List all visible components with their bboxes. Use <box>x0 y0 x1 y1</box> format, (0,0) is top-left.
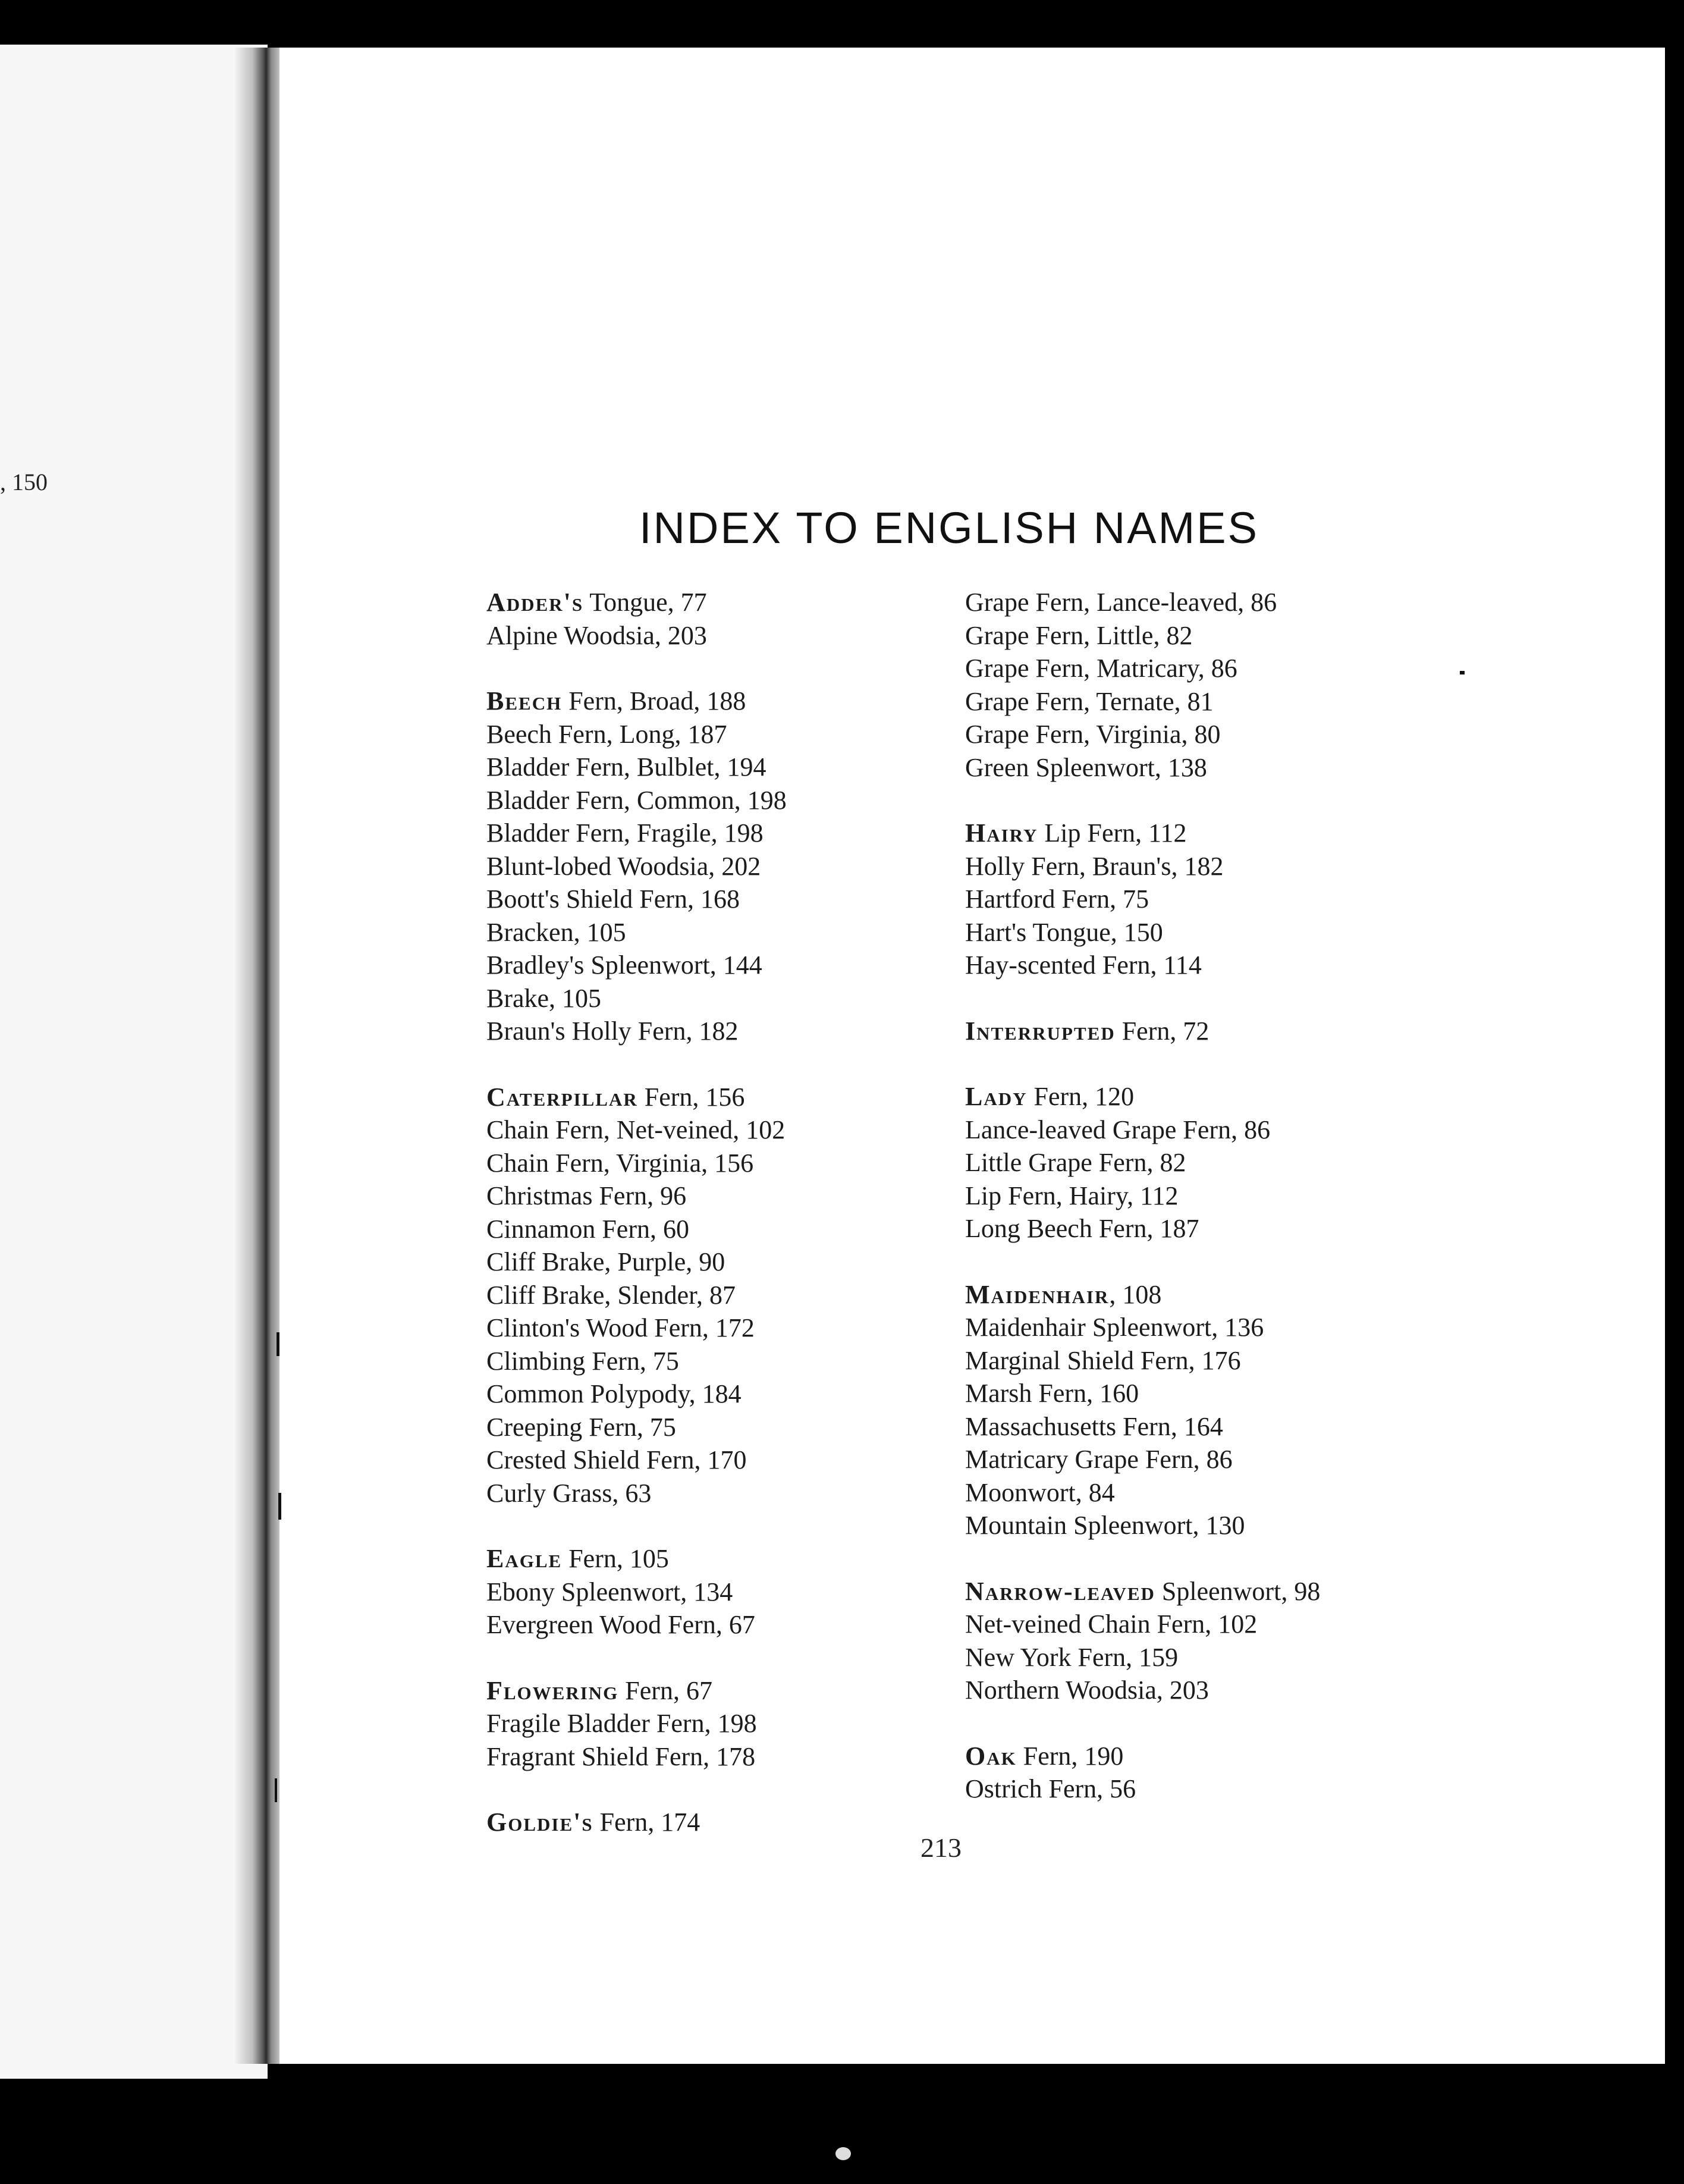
index-entry <box>965 916 1320 949</box>
index-entry-text: Braun's Holly Fern, 182 <box>486 1016 739 1046</box>
index-group <box>486 1081 787 1510</box>
index-entry <box>965 1080 1320 1113</box>
index-entry <box>965 1608 1320 1641</box>
index-entry <box>965 1443 1320 1476</box>
index-entry <box>486 1576 787 1609</box>
index-entry-lead: Caterpillar <box>486 1082 638 1112</box>
index-entry-lead: Adder's <box>486 588 584 617</box>
index-entry-text: Common Polypody, 184 <box>486 1379 742 1408</box>
index-entry-text: Fragrant Shield Fern, 178 <box>486 1741 756 1771</box>
index-entry <box>486 850 787 883</box>
index-entry <box>486 1806 787 1839</box>
index-entry-text: Bracken, 105 <box>486 917 626 947</box>
index-entry <box>486 718 787 751</box>
index-entry-text: Fern, 67 <box>618 1675 712 1705</box>
index-entry <box>965 850 1320 883</box>
index-entry-text: Bladder Fern, Fragile, 198 <box>486 818 764 848</box>
index-entry-text: Long Beech Fern, 187 <box>965 1214 1199 1243</box>
index-entry <box>486 1444 787 1477</box>
index-entry <box>486 586 787 619</box>
index-entry-text: Cliff Brake, Slender, 87 <box>486 1280 736 1310</box>
scan-speck <box>1460 671 1465 674</box>
index-entry-lead: Oak <box>965 1741 1017 1771</box>
index-entry <box>965 1311 1320 1344</box>
index-entry <box>486 1213 787 1246</box>
index-entry <box>965 1212 1320 1245</box>
index-entry-text: Fern, 105 <box>562 1544 669 1573</box>
index-entry-lead: Goldie's <box>486 1808 593 1837</box>
index-entry-text: Bladder Fern, Bulblet, 194 <box>486 752 766 782</box>
index-entry-text: Evergreen Wood Fern, 67 <box>486 1610 755 1639</box>
index-entry <box>965 1146 1320 1179</box>
index-entry-lead: Flowering <box>486 1675 619 1705</box>
index-entry <box>486 1345 787 1378</box>
index-entry <box>965 1740 1320 1773</box>
index-entry-text: Hart's Tongue, 150 <box>965 917 1163 947</box>
index-entry-text: Grape Fern, Ternate, 81 <box>965 686 1214 716</box>
index-entry <box>486 1674 787 1708</box>
index-entry <box>486 1081 787 1114</box>
index-entry <box>965 1179 1320 1213</box>
index-entry-text: Fern, 174 <box>593 1808 700 1837</box>
index-entry-text: Creeping Fern, 75 <box>486 1412 676 1442</box>
index-entry <box>965 652 1320 685</box>
index-entry <box>965 1476 1320 1510</box>
index-entry-text: Bladder Fern, Common, 198 <box>486 785 787 815</box>
index-group <box>486 1806 787 1839</box>
index-entry-text: Grape Fern, Little, 82 <box>965 620 1193 650</box>
index-entry <box>965 1772 1320 1806</box>
index-entry-lead: Maidenhair <box>965 1279 1110 1309</box>
page-number: 213 <box>920 1832 962 1863</box>
book-gutter <box>235 48 285 2064</box>
index-entry <box>486 1477 787 1510</box>
index-entry <box>965 1410 1320 1444</box>
index-entry <box>486 982 787 1015</box>
index-entry-text: Lip Fern, 112 <box>1038 818 1187 848</box>
index-entry-text: Tongue, 77 <box>583 588 707 617</box>
index-entry <box>486 916 787 949</box>
index-entry-lead: Lady <box>965 1082 1028 1111</box>
index-entry-text: Fern, 190 <box>1016 1741 1124 1771</box>
scan-speck <box>275 1778 277 1802</box>
index-entry-text: Spleenwort, 98 <box>1155 1576 1321 1606</box>
left-page <box>0 45 268 2079</box>
index-entry-text: Fern, 156 <box>637 1082 745 1112</box>
index-entry-text: Lance-leaved Grape Fern, 86 <box>965 1115 1271 1144</box>
index-entry <box>486 1245 787 1279</box>
index-entry <box>965 817 1320 850</box>
index-entry-text: Ebony Spleenwort, 134 <box>486 1577 733 1606</box>
scan-speck <box>277 1332 279 1356</box>
index-entry-text: Fern, 72 <box>1115 1016 1209 1046</box>
index-entry-text: Marsh Fern, 160 <box>965 1379 1139 1408</box>
index-entry <box>486 1740 787 1774</box>
index-entry <box>486 817 787 850</box>
index-entry <box>965 1377 1320 1410</box>
index-entry-text: Alpine Woodsia, 203 <box>486 620 707 650</box>
index-entry-lead: Beech <box>486 686 563 716</box>
index-entry <box>965 619 1320 652</box>
index-entry <box>486 1179 787 1213</box>
index-entry <box>965 883 1320 916</box>
index-entry-lead: Interrupted <box>965 1016 1116 1046</box>
index-entry <box>486 883 787 916</box>
index-entry-text: Net-veined Chain Fern, 102 <box>965 1609 1258 1639</box>
index-entry-text: Matricary Grape Fern, 86 <box>965 1445 1233 1474</box>
index-entry-text: Grape Fern, Matricary, 86 <box>965 654 1237 683</box>
index-entry-text: Clinton's Wood Fern, 172 <box>486 1313 755 1342</box>
index-entry <box>486 1542 787 1576</box>
index-entry <box>486 1707 787 1740</box>
index-entry-text: Chain Fern, Net-veined, 102 <box>486 1115 786 1144</box>
index-entry <box>486 1411 787 1444</box>
index-group <box>486 685 787 1048</box>
index-group <box>486 1674 787 1774</box>
index-entry-text: Climbing Fern, 75 <box>486 1346 679 1376</box>
index-group <box>965 1575 1320 1707</box>
index-group <box>486 586 787 652</box>
index-entry <box>965 949 1320 982</box>
index-group <box>965 1740 1320 1806</box>
index-entry <box>965 751 1320 785</box>
scan-speck <box>278 1493 281 1520</box>
scan-speck <box>835 2147 851 2160</box>
index-entry-text: Maidenhair Spleenwort, 136 <box>965 1313 1264 1342</box>
index-entry <box>486 751 787 784</box>
index-entry <box>486 619 787 652</box>
index-entry-lead: Eagle <box>486 1544 563 1573</box>
index-entry-text: Boott's Shield Fern, 168 <box>486 884 740 914</box>
index-entry <box>965 586 1320 619</box>
index-entry-text: Little Grape Fern, 82 <box>965 1148 1186 1177</box>
index-entry-text: Marginal Shield Fern, 176 <box>965 1345 1241 1375</box>
index-entry-text: Hay-scented Fern, 114 <box>965 950 1202 980</box>
index-entry <box>486 685 787 718</box>
index-entry <box>965 1509 1320 1542</box>
index-entry <box>486 1147 787 1180</box>
index-entry-lead: Hairy <box>965 818 1038 848</box>
index-group <box>965 817 1320 982</box>
index-entry-lead: Narrow-leaved <box>965 1576 1155 1606</box>
index-entry-text: Lip Fern, Hairy, 112 <box>965 1181 1179 1210</box>
index-entry <box>486 1015 787 1048</box>
index-group <box>965 586 1320 784</box>
index-entry <box>486 1113 787 1147</box>
index-entry <box>965 1015 1320 1048</box>
index-entry <box>486 1377 787 1411</box>
index-entry-text: Hartford Fern, 75 <box>965 884 1149 914</box>
index-entry-text: Grape Fern, Lance-leaved, 86 <box>965 588 1277 617</box>
index-entry-text: Fragile Bladder Fern, 198 <box>486 1709 757 1738</box>
index-entry <box>965 685 1320 718</box>
index-title: INDEX TO ENGLISH NAMES <box>639 503 1259 553</box>
index-entry <box>965 1113 1320 1147</box>
index-group <box>486 1542 787 1642</box>
index-entry <box>965 1575 1320 1608</box>
index-entry <box>965 1344 1320 1377</box>
index-entry-text: Fern, 120 <box>1027 1082 1135 1111</box>
index-entry-text: Mountain Spleenwort, 130 <box>965 1511 1245 1540</box>
index-entry-text: Blunt-lobed Woodsia, 202 <box>486 851 761 881</box>
index-entry <box>486 1311 787 1345</box>
index-column-left <box>486 586 787 1839</box>
index-entry-text: Chain Fern, Virginia, 156 <box>486 1148 754 1178</box>
index-entry-text: Brake, 105 <box>486 983 602 1013</box>
index-group <box>965 1080 1320 1245</box>
index-entry-text: Holly Fern, Braun's, 182 <box>965 851 1224 881</box>
index-entry-text: Green Spleenwort, 138 <box>965 752 1207 782</box>
index-entry-text: Christmas Fern, 96 <box>486 1181 687 1210</box>
index-entry <box>965 1641 1320 1674</box>
index-entry-text: Massachusetts Fern, 164 <box>965 1411 1223 1441</box>
index-entry-text: Northern Woodsia, 203 <box>965 1675 1209 1705</box>
left-page-fragment: , 150 <box>0 469 48 495</box>
index-entry-text: Grape Fern, Virginia, 80 <box>965 720 1221 749</box>
index-group <box>965 1278 1320 1542</box>
index-entry-text: Fern, Broad, 188 <box>562 686 746 716</box>
index-entry <box>486 1279 787 1312</box>
index-entry <box>965 1674 1320 1707</box>
index-entry <box>486 784 787 817</box>
index-entry-text: Moonwort, 84 <box>965 1477 1115 1507</box>
index-entry <box>486 949 787 982</box>
index-entry <box>965 718 1320 751</box>
index-entry <box>965 1278 1320 1311</box>
index-entry-text: Bradley's Spleenwort, 144 <box>486 950 762 980</box>
index-entry-text: Cinnamon Fern, 60 <box>486 1214 689 1244</box>
index-entry-text: Curly Grass, 63 <box>486 1478 652 1508</box>
index-column-right <box>965 586 1320 1806</box>
index-group <box>965 1015 1320 1048</box>
index-entry-text: Crested Shield Fern, 170 <box>486 1445 747 1474</box>
index-entry <box>486 1608 787 1642</box>
index-entry-text: New York Fern, 159 <box>965 1642 1179 1672</box>
index-entry-text: Ostrich Fern, 56 <box>965 1774 1136 1803</box>
index-entry-text: Cliff Brake, Purple, 90 <box>486 1247 725 1276</box>
index-entry-text: , 108 <box>1109 1279 1162 1309</box>
index-entry-text: Beech Fern, Long, 187 <box>486 719 727 749</box>
